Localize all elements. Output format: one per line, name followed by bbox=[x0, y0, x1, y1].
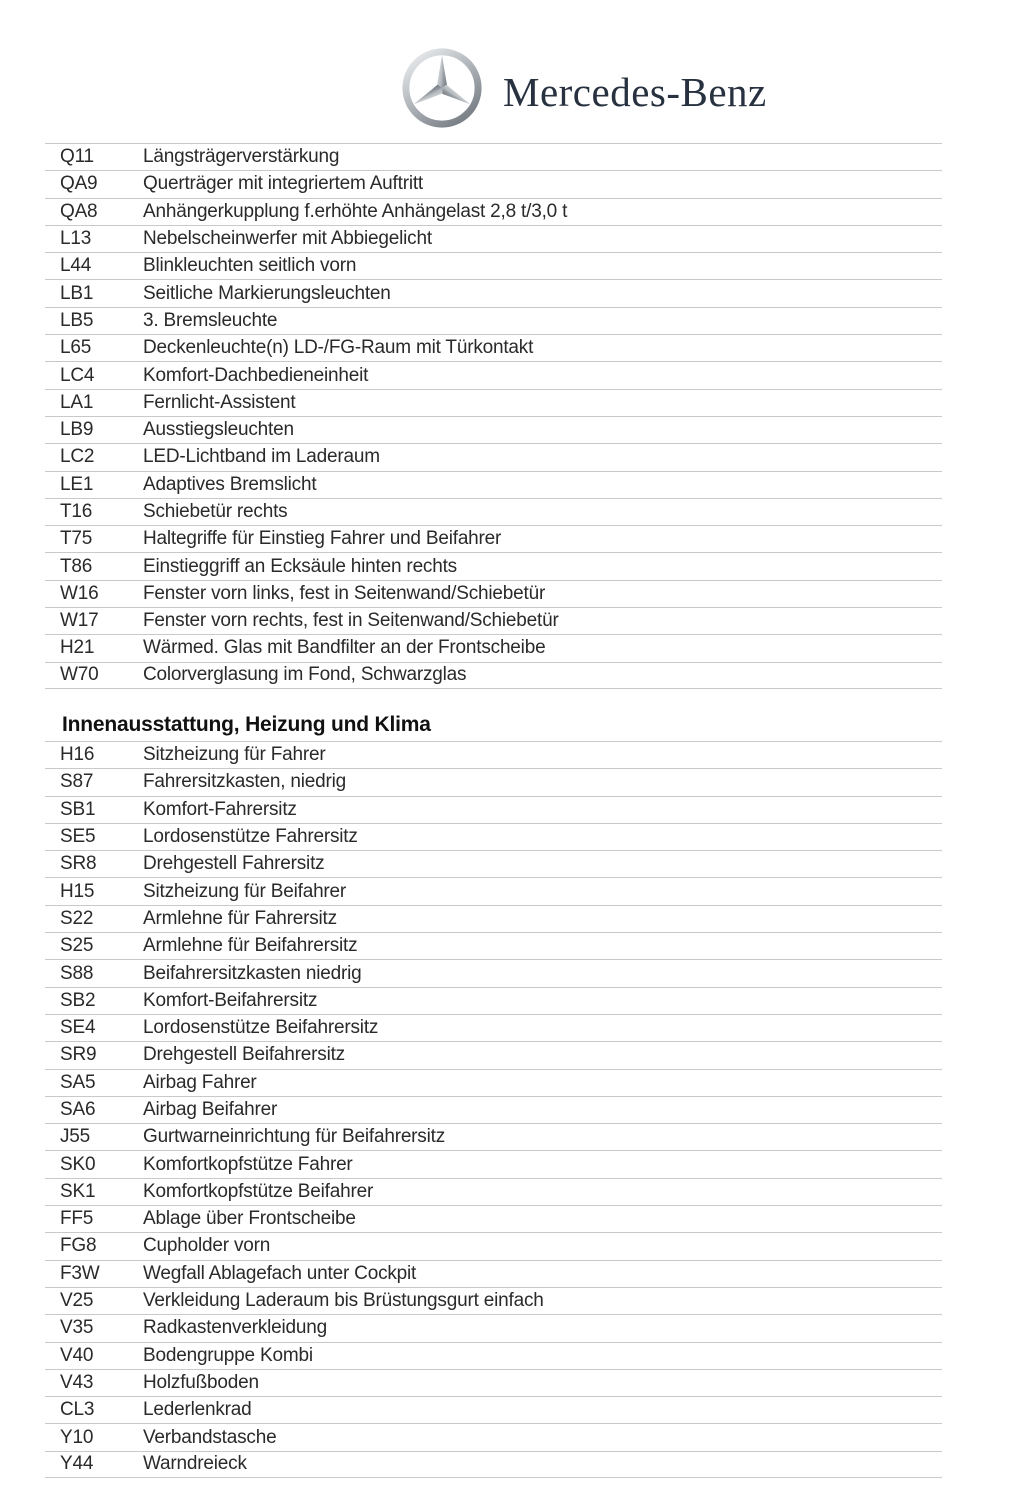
option-code: H16 bbox=[60, 744, 95, 766]
option-code: S25 bbox=[60, 935, 94, 957]
option-description: Komfort-Beifahrersitz bbox=[143, 989, 318, 1011]
option-description: Fernlicht-Assistent bbox=[143, 391, 296, 413]
table-row bbox=[45, 498, 942, 525]
option-description: Blinkleuchten seitlich vorn bbox=[143, 255, 357, 277]
table-row bbox=[45, 1423, 942, 1450]
table-row bbox=[45, 987, 942, 1014]
mercedes-star-icon bbox=[401, 47, 483, 129]
option-description: Komfortkopfstütze Fahrer bbox=[143, 1153, 353, 1175]
table-row bbox=[45, 389, 942, 416]
option-description: Deckenleuchte(n) LD-/FG-Raum mit Türkontakt bbox=[143, 337, 534, 359]
option-code: LA1 bbox=[60, 391, 94, 413]
option-description: Lederlenkrad bbox=[143, 1399, 252, 1421]
option-code: F3W bbox=[60, 1262, 100, 1284]
table-row bbox=[45, 932, 942, 959]
option-code: S87 bbox=[60, 771, 94, 793]
option-code: QA8 bbox=[60, 200, 98, 222]
table-row bbox=[45, 1096, 942, 1123]
table-row bbox=[45, 607, 942, 634]
table-row bbox=[45, 1342, 942, 1369]
table-row bbox=[45, 225, 942, 252]
option-description: Ablage über Frontscheibe bbox=[143, 1208, 356, 1230]
option-code: V40 bbox=[60, 1344, 94, 1366]
table-row bbox=[45, 1260, 942, 1287]
table-row bbox=[45, 634, 942, 661]
option-description: Radkastenverkleidung bbox=[143, 1317, 328, 1339]
table-row bbox=[45, 741, 942, 768]
table-row bbox=[45, 1014, 942, 1041]
option-code: SE4 bbox=[60, 1017, 96, 1039]
table-row bbox=[45, 1369, 942, 1396]
option-description: Beifahrersitzkasten niedrig bbox=[143, 962, 362, 984]
table-row bbox=[45, 1178, 942, 1205]
option-description: Anhängerkupplung f.erhöhte Anhängelast 2,8 t/3,0 t bbox=[143, 200, 568, 222]
table-row bbox=[45, 823, 942, 850]
table-row bbox=[45, 850, 942, 877]
option-code: SA6 bbox=[60, 1099, 96, 1120]
table-row bbox=[45, 1232, 942, 1259]
table-row bbox=[45, 416, 942, 443]
option-description: Ausstiegsleuchten bbox=[143, 419, 294, 441]
option-code: W17 bbox=[60, 610, 99, 632]
option-code: Y44 bbox=[60, 1453, 94, 1475]
table-row bbox=[45, 471, 942, 498]
option-description: Adaptives Bremslicht bbox=[143, 473, 317, 495]
table-row bbox=[45, 552, 942, 579]
option-description: Lordosenstütze Beifahrersitz bbox=[143, 1017, 379, 1039]
table-row bbox=[45, 170, 942, 197]
table-row bbox=[45, 580, 942, 607]
option-code: LE1 bbox=[60, 473, 94, 495]
option-description: 3. Bremsleuchte bbox=[143, 309, 278, 331]
option-code: SA5 bbox=[60, 1071, 96, 1093]
option-code: SR8 bbox=[60, 853, 97, 875]
option-description: Airbag Beifahrer bbox=[143, 1099, 278, 1120]
table-row bbox=[45, 252, 942, 279]
option-code: LB5 bbox=[60, 309, 94, 331]
table-row bbox=[45, 279, 942, 306]
section-heading-innenausstattung: Innenausstattung, Heizung und Klima bbox=[62, 713, 431, 736]
option-description: Einstieggriff an Ecksäule hinten rechts bbox=[143, 555, 457, 577]
equipment-table-block-2 bbox=[45, 741, 942, 1478]
option-description: Wärmed. Glas mit Bandfilter an der Frontscheibe bbox=[143, 637, 546, 659]
table-row bbox=[45, 1396, 942, 1423]
table-row bbox=[45, 1041, 942, 1068]
option-description: Warndreieck bbox=[143, 1453, 247, 1475]
table-row bbox=[45, 307, 942, 334]
option-code: H21 bbox=[60, 637, 95, 659]
option-code: QA9 bbox=[60, 173, 98, 195]
option-code: FF5 bbox=[60, 1208, 94, 1230]
option-code: LB9 bbox=[60, 419, 94, 441]
option-code: H15 bbox=[60, 880, 95, 902]
option-code: SB2 bbox=[60, 989, 96, 1011]
option-code: SE5 bbox=[60, 826, 96, 848]
option-description: Sitzheizung für Beifahrer bbox=[143, 880, 347, 902]
option-description: Fahrersitzkasten, niedrig bbox=[143, 771, 347, 793]
option-description: Verbandstasche bbox=[143, 1426, 277, 1448]
option-description: Airbag Fahrer bbox=[143, 1071, 257, 1093]
table-row bbox=[45, 361, 942, 388]
option-code: SR9 bbox=[60, 1044, 97, 1066]
option-code: S22 bbox=[60, 907, 94, 929]
option-code: SB1 bbox=[60, 798, 96, 820]
option-description: Schiebetür rechts bbox=[143, 501, 288, 522]
option-code: L65 bbox=[60, 337, 92, 359]
option-code: T75 bbox=[60, 528, 93, 550]
option-code: J55 bbox=[60, 1126, 91, 1148]
table-row bbox=[45, 143, 942, 170]
table-row bbox=[45, 796, 942, 823]
option-description: Cupholder vorn bbox=[143, 1235, 271, 1257]
option-description: Querträger mit integriertem Auftritt bbox=[143, 173, 424, 195]
option-code: L44 bbox=[60, 255, 92, 277]
option-code: Q11 bbox=[60, 146, 94, 168]
option-description: Komfortkopfstütze Beifahrer bbox=[143, 1180, 374, 1202]
option-code: L13 bbox=[60, 228, 92, 250]
table-row bbox=[45, 768, 942, 795]
option-description: Nebelscheinwerfer mit Abbiegelicht bbox=[143, 228, 432, 250]
option-description: Fenster vorn rechts, fest in Seitenwand/Schiebetür bbox=[143, 610, 559, 632]
option-code: CL3 bbox=[60, 1399, 95, 1421]
option-description: Komfort-Dachbedieneinheit bbox=[143, 364, 369, 386]
table-row bbox=[45, 905, 942, 932]
option-description: Armlehne für Beifahrersitz bbox=[143, 935, 358, 957]
option-description: Drehgestell Beifahrersitz bbox=[143, 1044, 345, 1066]
table-row bbox=[45, 877, 942, 904]
option-code: SK0 bbox=[60, 1153, 96, 1175]
option-description: Haltegriffe für Einstieg Fahrer und Beifahrer bbox=[143, 528, 502, 550]
option-code: V43 bbox=[60, 1371, 94, 1393]
option-description: Armlehne für Fahrersitz bbox=[143, 907, 337, 929]
option-description: Colorverglasung im Fond, Schwarzglas bbox=[143, 664, 467, 686]
table-row bbox=[45, 1150, 942, 1177]
option-description: Holzfußboden bbox=[143, 1371, 259, 1393]
table-row bbox=[45, 443, 942, 470]
option-description: Lordosenstütze Fahrersitz bbox=[143, 826, 358, 848]
option-description: Sitzheizung für Fahrer bbox=[143, 744, 326, 766]
option-description: Fenster vorn links, fest in Seitenwand/Schiebetür bbox=[143, 582, 546, 604]
option-code: Y10 bbox=[60, 1426, 94, 1448]
option-description: Bodengruppe Kombi bbox=[143, 1344, 313, 1366]
table-row bbox=[45, 1314, 942, 1341]
option-description: Gurtwarneinrichtung für Beifahrersitz bbox=[143, 1126, 446, 1148]
table-row bbox=[45, 1451, 942, 1478]
option-description: Wegfall Ablagefach unter Cockpit bbox=[143, 1262, 417, 1284]
equipment-table-block-1 bbox=[45, 143, 942, 689]
option-description: Verkleidung Laderaum bis Brüstungsgurt einfach bbox=[143, 1290, 544, 1312]
option-description: Komfort-Fahrersitz bbox=[143, 798, 297, 820]
table-row bbox=[45, 334, 942, 361]
option-description: Seitliche Markierungsleuchten bbox=[143, 282, 391, 304]
table-row bbox=[45, 1123, 942, 1150]
table-row bbox=[45, 525, 942, 552]
option-description: Drehgestell Fahrersitz bbox=[143, 853, 325, 875]
table-row bbox=[45, 198, 942, 225]
option-code: W16 bbox=[60, 582, 99, 604]
option-description: LED-Lichtband im Laderaum bbox=[143, 446, 380, 468]
option-code: V35 bbox=[60, 1317, 94, 1339]
table-row bbox=[45, 1287, 942, 1314]
table-row bbox=[45, 1069, 942, 1096]
option-description: Längsträgerverstärkung bbox=[143, 146, 340, 168]
option-code: LC4 bbox=[60, 364, 95, 386]
option-code: SK1 bbox=[60, 1180, 96, 1202]
option-code: LC2 bbox=[60, 446, 95, 468]
option-code: S88 bbox=[60, 962, 94, 984]
table-row bbox=[45, 662, 942, 689]
table-row bbox=[45, 1205, 942, 1232]
brand-wordmark: Mercedes-Benz bbox=[503, 69, 767, 115]
option-code: W70 bbox=[60, 664, 99, 686]
option-code: T16 bbox=[60, 501, 93, 522]
option-code: LB1 bbox=[60, 282, 94, 304]
table-row bbox=[45, 959, 942, 986]
option-code: V25 bbox=[60, 1290, 94, 1312]
option-code: T86 bbox=[60, 555, 93, 577]
option-code: FG8 bbox=[60, 1235, 97, 1257]
